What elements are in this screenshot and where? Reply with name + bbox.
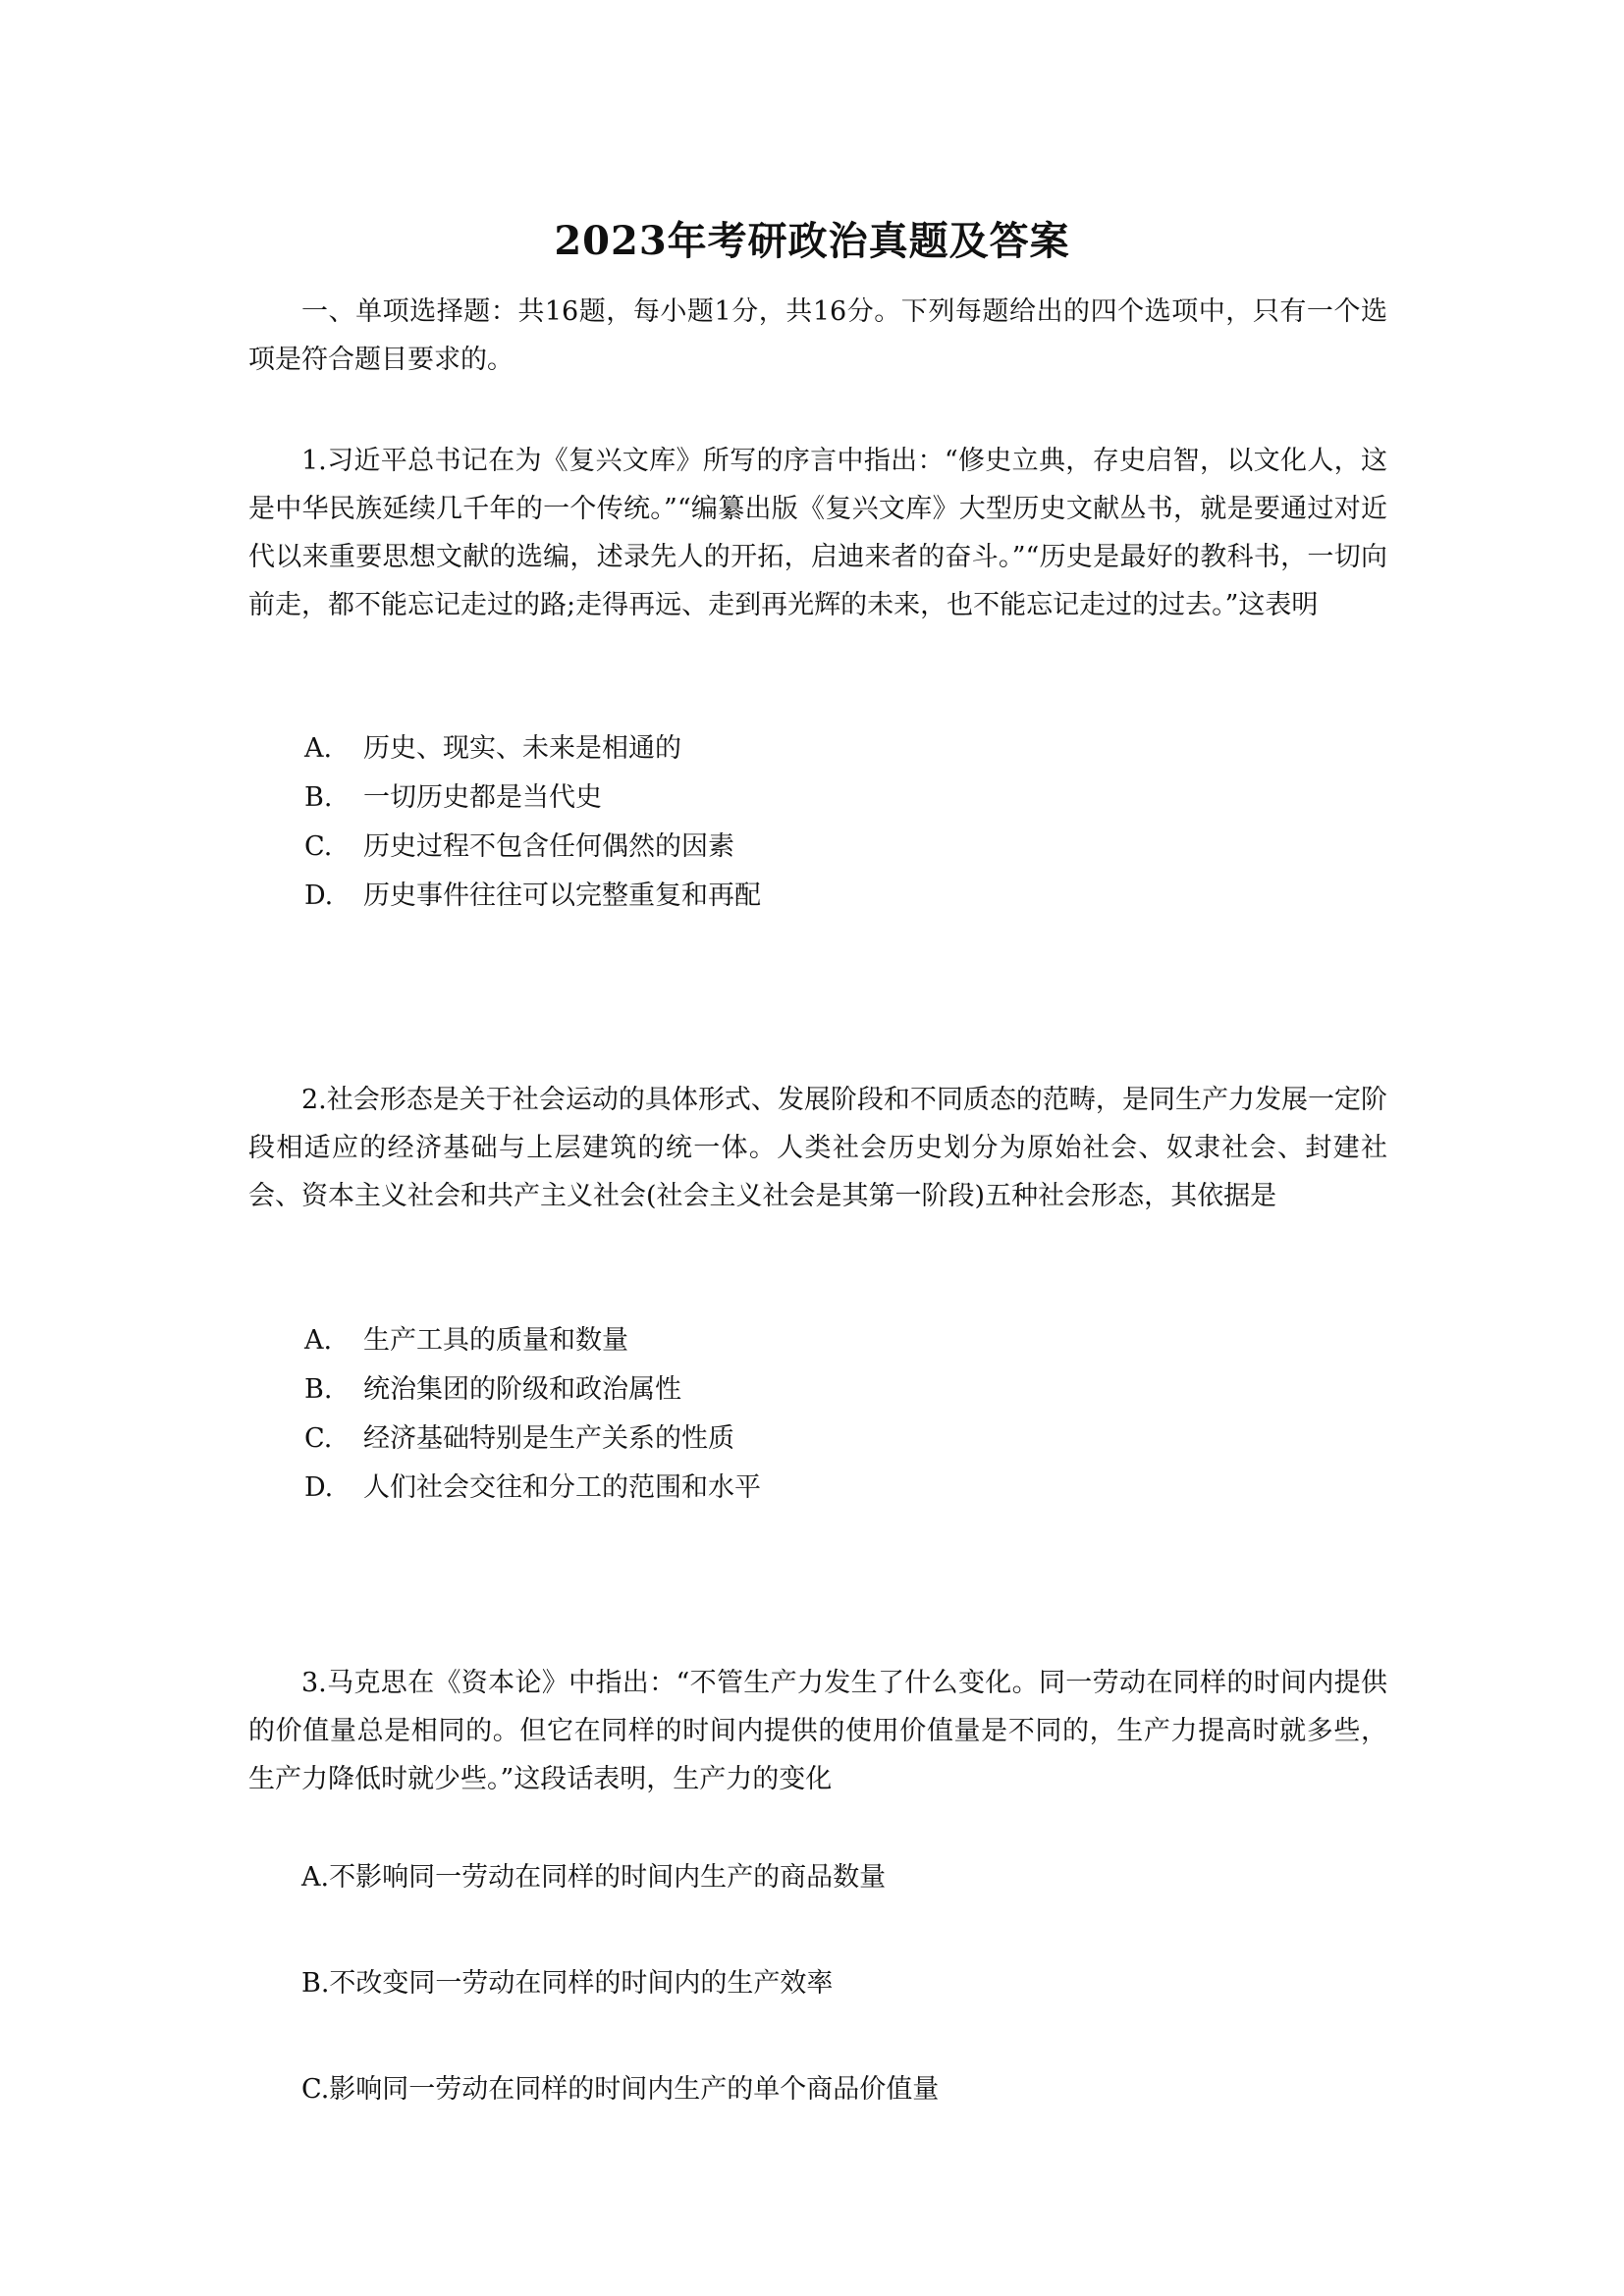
question-3-stem: 3.马克思在《资本论》中指出：“不管生产力发生了什么变化。同一劳动在同样的时间内提供的价值量总是相同的。但它在同样的时间内提供的使用价值量是不同的，生产力提高时就多些，生产力降低时就少些。”这段话表明，生产力的变化 — [248, 1668, 1387, 1794]
page-title: 2023年考研政治真题及答案 — [554, 218, 1070, 264]
option-text: 历史事件往往可以完整重复和再配 — [363, 881, 761, 911]
option-letter: A. — [304, 733, 333, 764]
option-letter: B. — [304, 782, 333, 813]
option-letter: B. — [304, 1374, 333, 1405]
section-instructions: 一、单项选择题：共16题，每小题1分，共16分。下列每题给出的四个选项中，只有一个选项是符合题目要求的。 — [248, 296, 1387, 375]
question-1-option-b[interactable] — [304, 780, 602, 816]
question-2-option-d[interactable] — [304, 1470, 761, 1506]
option-text: 经济基础特别是生产关系的性质 — [363, 1423, 734, 1454]
option-letter: C. — [304, 831, 333, 862]
option-letter: C. — [304, 1423, 333, 1454]
question-2-option-b[interactable] — [304, 1372, 681, 1408]
option-text: 历史、现实、未来是相通的 — [363, 733, 681, 764]
option-letter: D. — [304, 881, 334, 911]
option-letter: D. — [304, 1472, 334, 1503]
question-2-stem: 2.社会形态是关于社会运动的具体形式、发展阶段和不同质态的范畴，是同生产力发展一定阶段相适应的经济基础与上层建筑的统一体。人类社会历史划分为原始社会、奴隶社会、封建社会、资本主义社会和共产主义社会(社会主义社会是其第一阶段)五种社会形态，其依据是 — [248, 1085, 1387, 1211]
option-text: 历史过程不包含任何偶然的因素 — [363, 831, 734, 862]
question-3-option-c[interactable]: C.影响同一劳动在同样的时间内生产的单个商品价值量 — [301, 2074, 940, 2105]
option-text: 生产工具的质量和数量 — [363, 1325, 628, 1356]
option-text: 人们社会交往和分工的范围和水平 — [363, 1472, 761, 1503]
option-letter: A. — [304, 1325, 333, 1356]
question-2-option-a[interactable] — [304, 1323, 628, 1359]
question-1-option-a[interactable] — [304, 731, 681, 767]
option-text: 统治集团的阶级和政治属性 — [363, 1374, 681, 1405]
question-3-option-a[interactable]: A.不影响同一劳动在同样的时间内生产的商品数量 — [301, 1862, 887, 1893]
question-1-stem: 1.习近平总书记在为《复兴文库》所写的序言中指出：“修史立典，存史启智，以文化人，这是中华民族延续几千年的一个传统。”“编纂出版《复兴文库》大型历史文献丛书，就是要通过对近代以来重要思想文献的选编，述录先人的开拓，启迪来者的奋斗。”“历史是最好的教科书，一切向前走，都不能忘记走过的路;走得再远、走到再光辉的未来，也不能忘记走过的过去。”这表明 — [248, 446, 1387, 620]
option-text: 一切历史都是当代史 — [363, 782, 602, 813]
question-2-option-c[interactable] — [304, 1421, 734, 1457]
question-1-option-d[interactable] — [304, 879, 761, 914]
question-1-option-c[interactable] — [304, 829, 734, 865]
question-3-option-b[interactable]: B.不改变同一劳动在同样的时间内的生产效率 — [301, 1968, 834, 1999]
